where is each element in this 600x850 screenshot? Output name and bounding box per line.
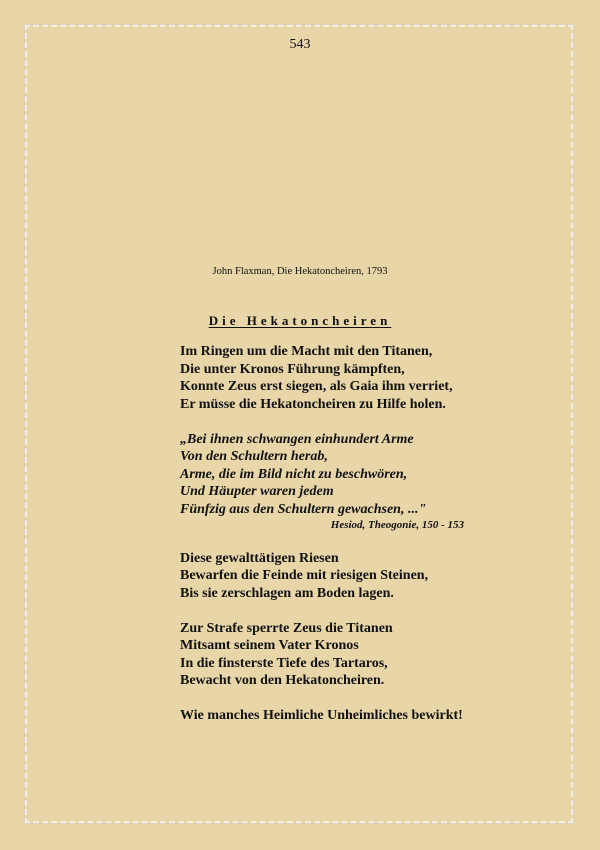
poem-line: Er müsse die Hekatoncheiren zu Hilfe holen. [180,396,446,412]
poem-line: Mitsamt seinem Vater Kronos [180,638,359,653]
quote-line: Fünfzig aus den Schultern gewachsen, ..." [180,501,427,517]
quote-citation: Hesiod, Theogonie, 150 - 153 [330,519,464,531]
poem-line: In die finsterste Tiefe des Tartaros, [180,655,388,671]
poem-title: Die Hekatoncheiren [208,313,392,328]
quote-line: „Bei ihnen schwangen einhundert Arme [180,431,414,447]
stanza-4 [180,620,580,690]
poem-line: Zur Strafe sperrte Zeus die Titanen [180,620,393,636]
image-caption: John Flaxman, Die Hekatoncheiren, 1793 [212,266,388,277]
poem-line: Bewarfen die Feinde mit riesigen Steinen, [180,568,429,583]
poem-line: Bewacht von den Hekatoncheiren. [180,673,385,688]
stanza-quote [180,431,580,533]
poem-line: Bis sie zerschlagen am Boden lagen. [180,585,394,601]
poem-line: Die unter Kronos Führung kämpften, [180,361,405,377]
quote-line: Und Häupter waren jedem [180,484,334,499]
poem-line: Wie manches Heimliche Unheimliches bewirkt! [180,708,463,723]
poem [180,343,580,742]
page-number: 543 [289,37,311,52]
poem-line: Diese gewalttätigen Riesen [180,550,339,566]
poem-line: Konnte Zeus erst siegen, als Gaia ihm verriet, [180,379,453,394]
stanza-1 [180,343,580,413]
poem-line: Im Ringen um die Macht mit den Titanen, [180,344,433,359]
stanza-3 [180,550,580,603]
quote-line: Arme, die im Bild nicht zu beschwören, [180,466,408,482]
stanza-5 [180,707,580,725]
quote-line: Von den Schultern herab, [180,449,328,464]
